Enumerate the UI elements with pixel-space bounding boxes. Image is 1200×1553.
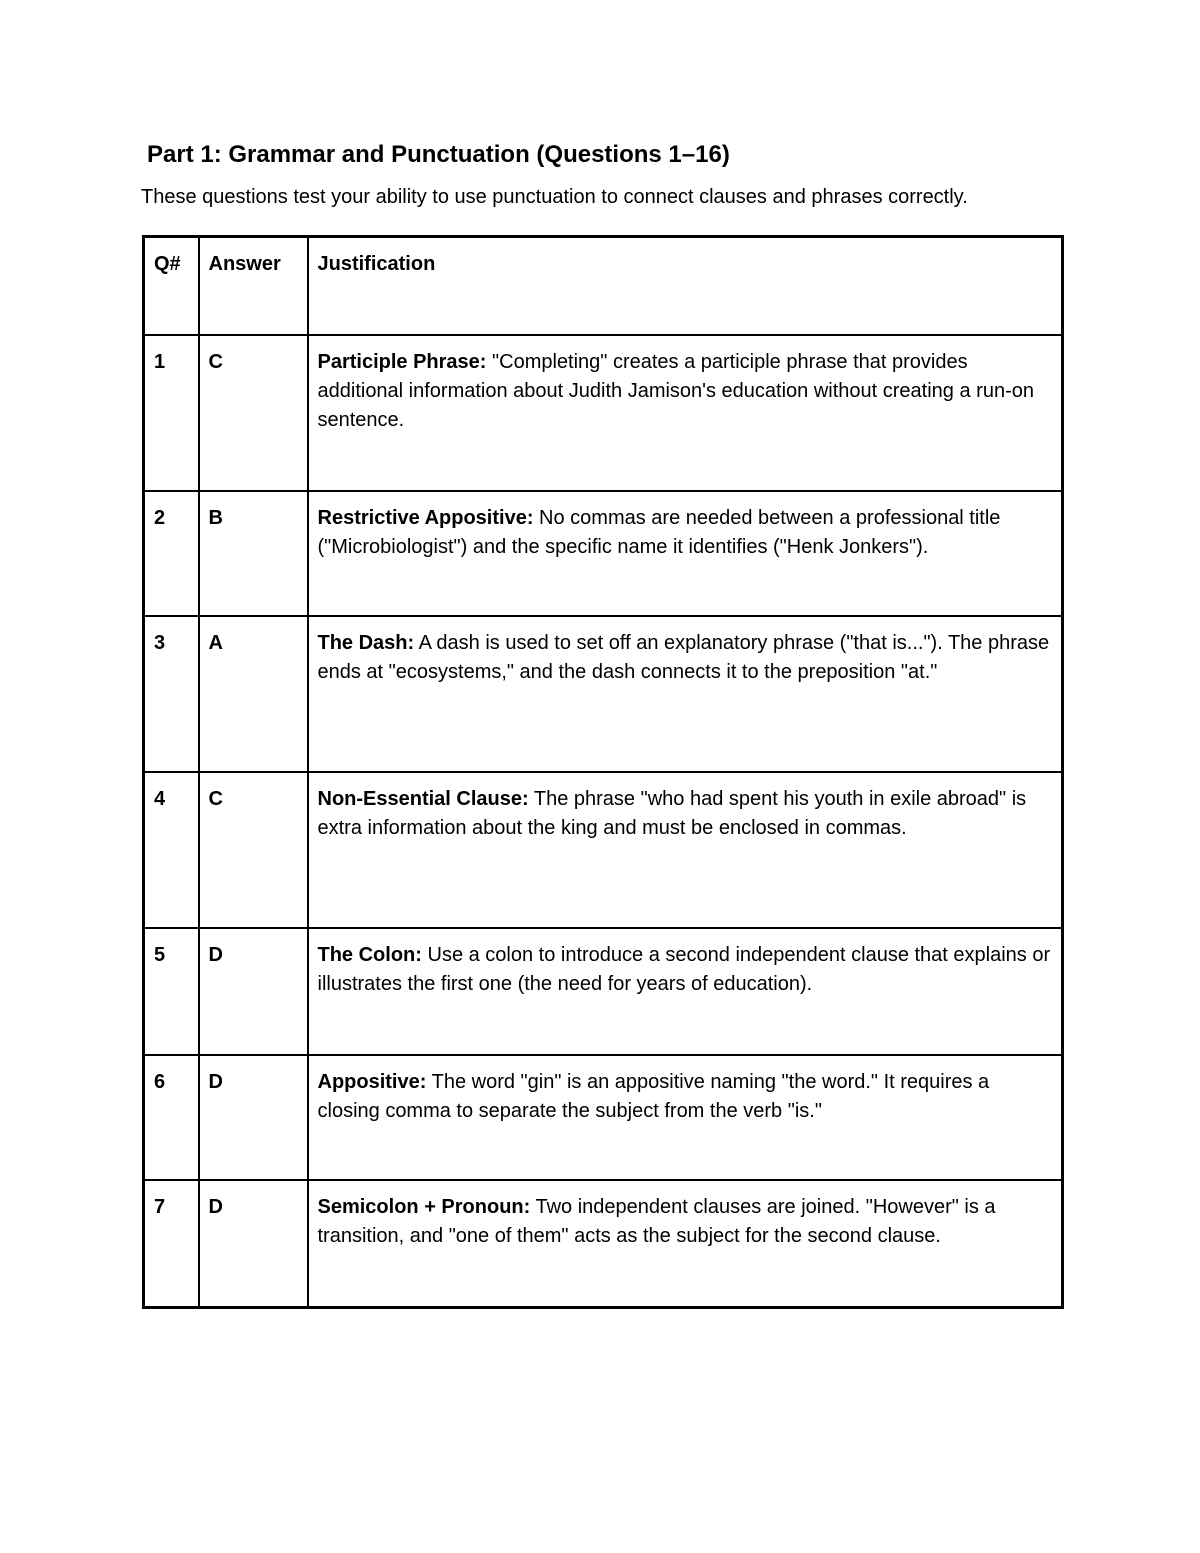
question-number: 2 <box>144 491 199 616</box>
question-number: 1 <box>144 335 199 491</box>
rule-name: Non-Essential Clause: <box>317 788 529 810</box>
rule-name: The Colon: <box>317 944 422 966</box>
rule-name: Semicolon + Pronoun: <box>317 1196 531 1218</box>
justification-text: "Completing" creates a participle phrase that provides additional information about Judith Jamison's education without creating a run-on sentence. <box>317 351 1034 431</box>
header-question-number: Q# <box>144 237 199 336</box>
question-number: 6 <box>144 1055 199 1180</box>
justification-text: A dash is used to set off an explanatory phrase ("that is..."). The phrase ends at "ecosystems," and the dash connects it to the preposition "at." <box>317 632 1050 683</box>
rule-name: Participle Phrase: <box>317 351 487 373</box>
answer-letter: C <box>199 335 308 491</box>
justification-text: The phrase "who had spent his youth in exile abroad" is extra information about the king and must be enclosed in commas. <box>317 788 1027 839</box>
answer-letter: D <box>199 1180 308 1308</box>
header-answer: Answer <box>199 237 308 336</box>
justification-text: No commas are needed between a professional title ("Microbiologist") and the specific name it identifies ("Henk Jonkers"). <box>317 507 1001 558</box>
table-row <box>144 772 1063 928</box>
table-row <box>144 491 1063 616</box>
justification-text: Use a colon to introduce a second independent clause that explains or illustrates the first one (the need for years of education). <box>317 944 1051 995</box>
rule-name: Appositive: <box>317 1071 427 1093</box>
question-number: 3 <box>144 616 199 772</box>
answer-letter: D <box>199 1055 308 1180</box>
table-row <box>144 335 1063 491</box>
page-title: Part 1: Grammar and Punctuation (Questions 1–16) <box>147 141 730 168</box>
answer-letter: D <box>199 928 308 1055</box>
header-justification: Justification <box>308 237 1063 336</box>
justification-cell <box>308 616 1063 772</box>
answer-letter: B <box>199 491 308 616</box>
table-header-row <box>144 237 1063 336</box>
question-number: 5 <box>144 928 199 1055</box>
justification-cell <box>308 772 1063 928</box>
table-row <box>144 1055 1063 1180</box>
answer-letter: A <box>199 616 308 772</box>
justification-cell <box>308 335 1063 491</box>
table-row <box>144 928 1063 1055</box>
page-subtitle: These questions test your ability to use punctuation to connect clauses and phrases correctly. <box>141 186 968 208</box>
justification-cell <box>308 928 1063 1055</box>
answer-letter: C <box>199 772 308 928</box>
justification-text: Two independent clauses are joined. "However" is a transition, and "one of them" acts as the subject for the second clause. <box>317 1196 996 1247</box>
justification-cell <box>308 491 1063 616</box>
answer-key-table <box>142 235 1064 1309</box>
rule-name: Restrictive Appositive: <box>317 507 534 529</box>
rule-name: The Dash: <box>317 632 415 654</box>
table-row <box>144 1180 1063 1308</box>
question-number: 4 <box>144 772 199 928</box>
table-row <box>144 616 1063 772</box>
question-number: 7 <box>144 1180 199 1308</box>
justification-text: The word "gin" is an appositive naming "the word." It requires a closing comma to separate the subject from the verb "is." <box>317 1071 990 1122</box>
justification-cell <box>308 1055 1063 1180</box>
justification-cell <box>308 1180 1063 1308</box>
